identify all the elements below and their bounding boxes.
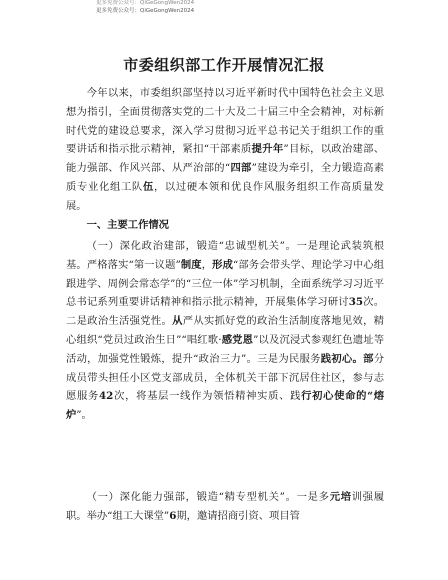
p2-text-1: （一）深化能力强部，锻造“精专型机关”。一是多 [86,491,330,503]
p1-text-9: ”。 [76,409,92,422]
p1-bold-8: 行初心使命的“熔炉 [66,390,385,422]
p2-text-2: 训强履职。举办“组工大课堂” [66,491,385,522]
intro-paragraph [66,84,384,216]
p1-text-3: “部务会带头学、理论学习中心组跟进学、周例会常态学”的“三位一体”学习机制，全面系统学习习近平总书记系列重要讲话精神和指示批示精神，开展集体学习研讨 [66,258,385,309]
watermark-line-1: 更多免费公众号：QiGeGongWen2024 [96,0,195,6]
p1-text-7: 分成员带头担任小区党支部成员，全体机关干部下沉居住社区，参与志愿服务 [66,352,385,403]
intro-bold-3: 伍 [142,180,154,193]
p1-bold-5: 感党恩 [221,333,254,346]
p1-bold-3: 35 [348,296,364,309]
intro-text-2: ”目标，以政治建部、能力强部、作风兴部、从严治部的“ [66,143,385,175]
p2-text-3: 期，邀请招商引资、项目管 [176,509,300,522]
p1-bold-4: 从 [172,315,183,328]
watermark-line-2: 更多免费公众号：QiGeGongWen2024 [96,8,195,14]
p1-bold-2: 形成 [212,258,233,271]
p1-text-5: 严从实抓好党的政治生活制度落地见效，精心组织“党员过政治生日”“唱红歌· [66,315,385,346]
p1-bold-6: 践初心。部 [320,352,374,365]
p2-bold-2: 6 [169,509,177,522]
p1-bold-7: 42 [99,390,114,403]
intro-text-3: ”建设为牵引，全力锻造高素质专业化组工队 [66,162,385,193]
p1-text-6: ”以及沉浸式参观红色遗址等活动，加强党性锻炼，提升“政治三力”。三是为民服务 [66,333,385,365]
intro-text-1: 今年以来，市委组织部坚持以习近平新时代中国特色社会主义思想为指引，全面贯彻落实党的二十大及二十届三中全会精神，对标新时代党的建设总要求，深入学习贯彻习近平总书记关于组织工作的重要讲话和指示批示精神，紧扣“干部素质 [66,87,384,156]
p1-bold-1: 制度 [180,258,202,271]
p1-text-8: 次，将基层一线作为领悟精神实质、践 [113,390,302,403]
intro-text-4: ，以过硬本领和优良作风服务组织工作高质量发展。 [66,180,385,212]
p1-text-2: ， [201,258,213,271]
document-title: 市委组织部工作开展情况汇报 [123,56,325,74]
paragraph-capability [66,488,384,526]
intro-bold-2: 四部 [230,162,252,175]
paragraph-political [66,237,384,425]
p1-text-1: （一）深化政治建部，锻造“忠诚型机关”。一是理论武装筑根基。严格落实“第一议题” [66,240,384,271]
p2-bold-1: 元培 [329,491,352,503]
p1-text-4: 次。二是政治生活强党性。 [66,296,385,328]
section-heading: 一、主要工作情况 [86,219,169,231]
intro-bold-1: 提升年 [251,143,284,156]
